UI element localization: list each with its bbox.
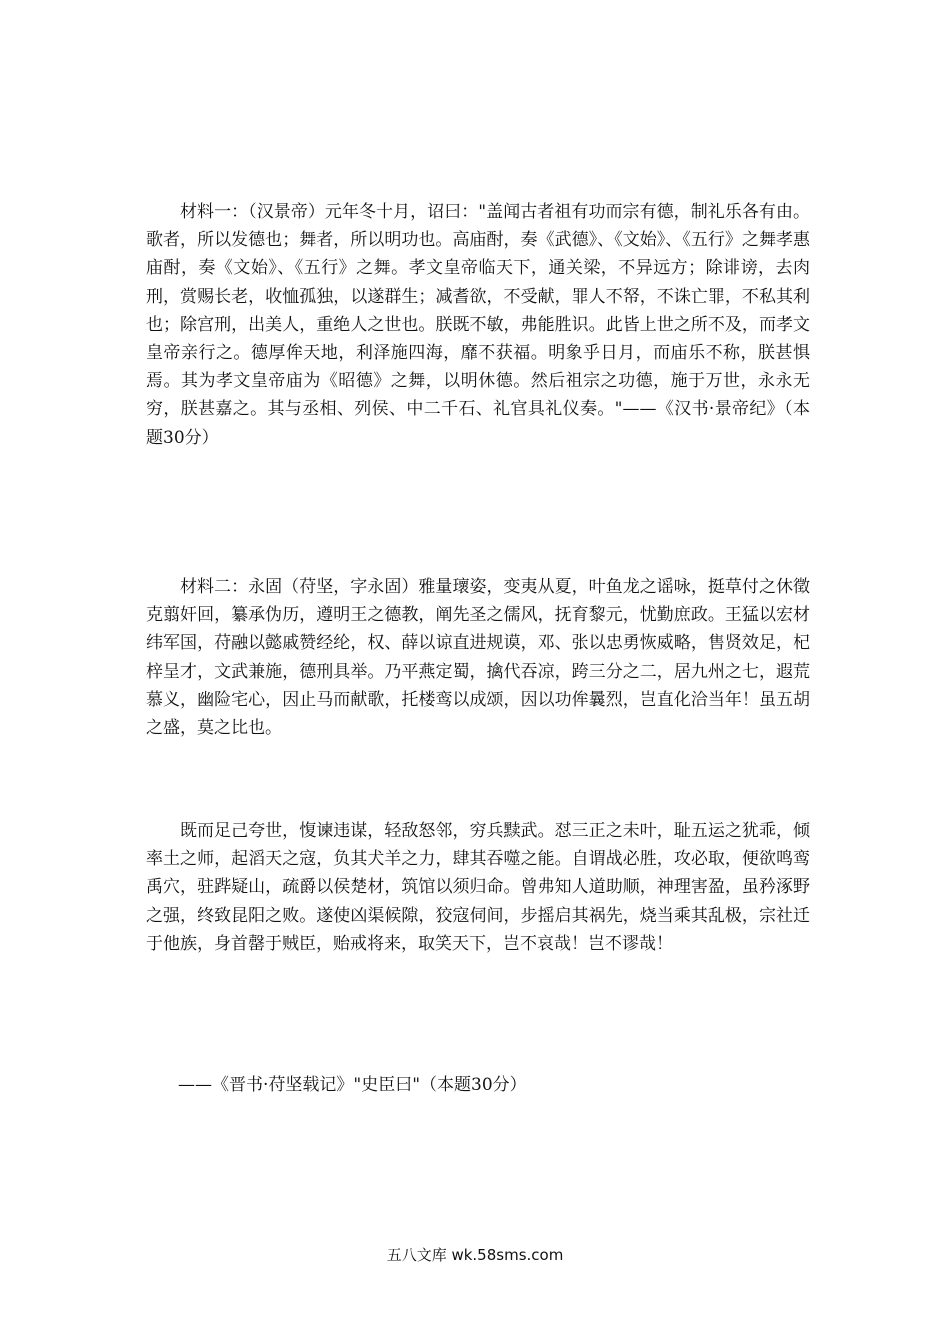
footer-watermark: 五八文库 wk.58sms.com [386, 1246, 564, 1264]
material-two-paragraph-two: 既而足己夸世，愎谏违谋，轻敌怒邻，穷兵黩武。怼三正之未叶，耻五运之犹乖，倾率土之师，起滔天之寇，负其犬羊之力，肆其吞噬之能。自谓战必胜，攻必取，便欲鸣鸾禹穴，驻跸疑山，疏爵以侯楚材，筑馆以须归命。曾弗知人道助顺，神理害盈，虽矜涿野之强，终致昆阳之败。遂使凶渠候隙，狡寇伺间，步摇启其祸先，烧当乘其乱极，宗社迁于他族，身首罄于贼臣，贻戒将来，取笑天下，岂不哀哉！岂不谬哉！ [146, 821, 810, 954]
material-two-paragraph-one: 材料二：永固（苻坚，字永固）雅量瓌姿，变夷从夏，叶鱼龙之谣咏，挺草付之休徵克翦奸回，纂承伪历，遵明王之德教，阐先圣之儒风，抚育黎元，忧勤庶政。王猛以宏材纬军国，苻融以懿戚赞经纶，权、薛以谅直进规谟，邓、张以忠勇恢威略，售贤效足，杞梓呈才，文武兼施，德刑具举。乃平燕定蜀，擒代吞凉，跨三分之二，居九州之七，遐荒慕义，幽险宅心，因止马而献歌，托楼鸾以成颂，因以功侔曩烈，岂直化洽当年！虽五胡之盛，莫之比也。 [146, 577, 810, 739]
material-two-source-citation: ——《晋书·苻坚载记》"史臣曰"（本题30分） [178, 1075, 527, 1095]
material-one-paragraph: 材料一：（汉景帝）元年冬十月，诏曰："盖闻古者祖有功而宗有德，制礼乐各有由。歌者，所以发德也；舞者，所以明功也。高庙酎，奏《武德》、《文始》、《五行》之舞孝惠庙酎，奏《文始》、《五行》之舞。孝文皇帝临天下，通关梁，不异远方；除诽谤，去肉刑，赏赐长老，收恤孤独，以遂群生；减耆欲，不受献，罪人不帑，不诛亡罪，不私其利也；除宫刑，出美人，重绝人之世也。朕既不敏，弗能胜识。此皆上世之所不及，而孝文皇帝亲行之。德厚侔天地，利泽施四海，靡不获福。明象乎日月，而庙乐不称，朕甚惧焉。其为孝文皇帝庙为《昭德》之舞，以明休德。然后祖宗之功德，施于万世，永永无穷，朕甚嘉之。其与丞相、列侯、中二千石、礼官具礼仪奏。"——《汉书·景帝纪》（本题30分） [146, 202, 810, 448]
